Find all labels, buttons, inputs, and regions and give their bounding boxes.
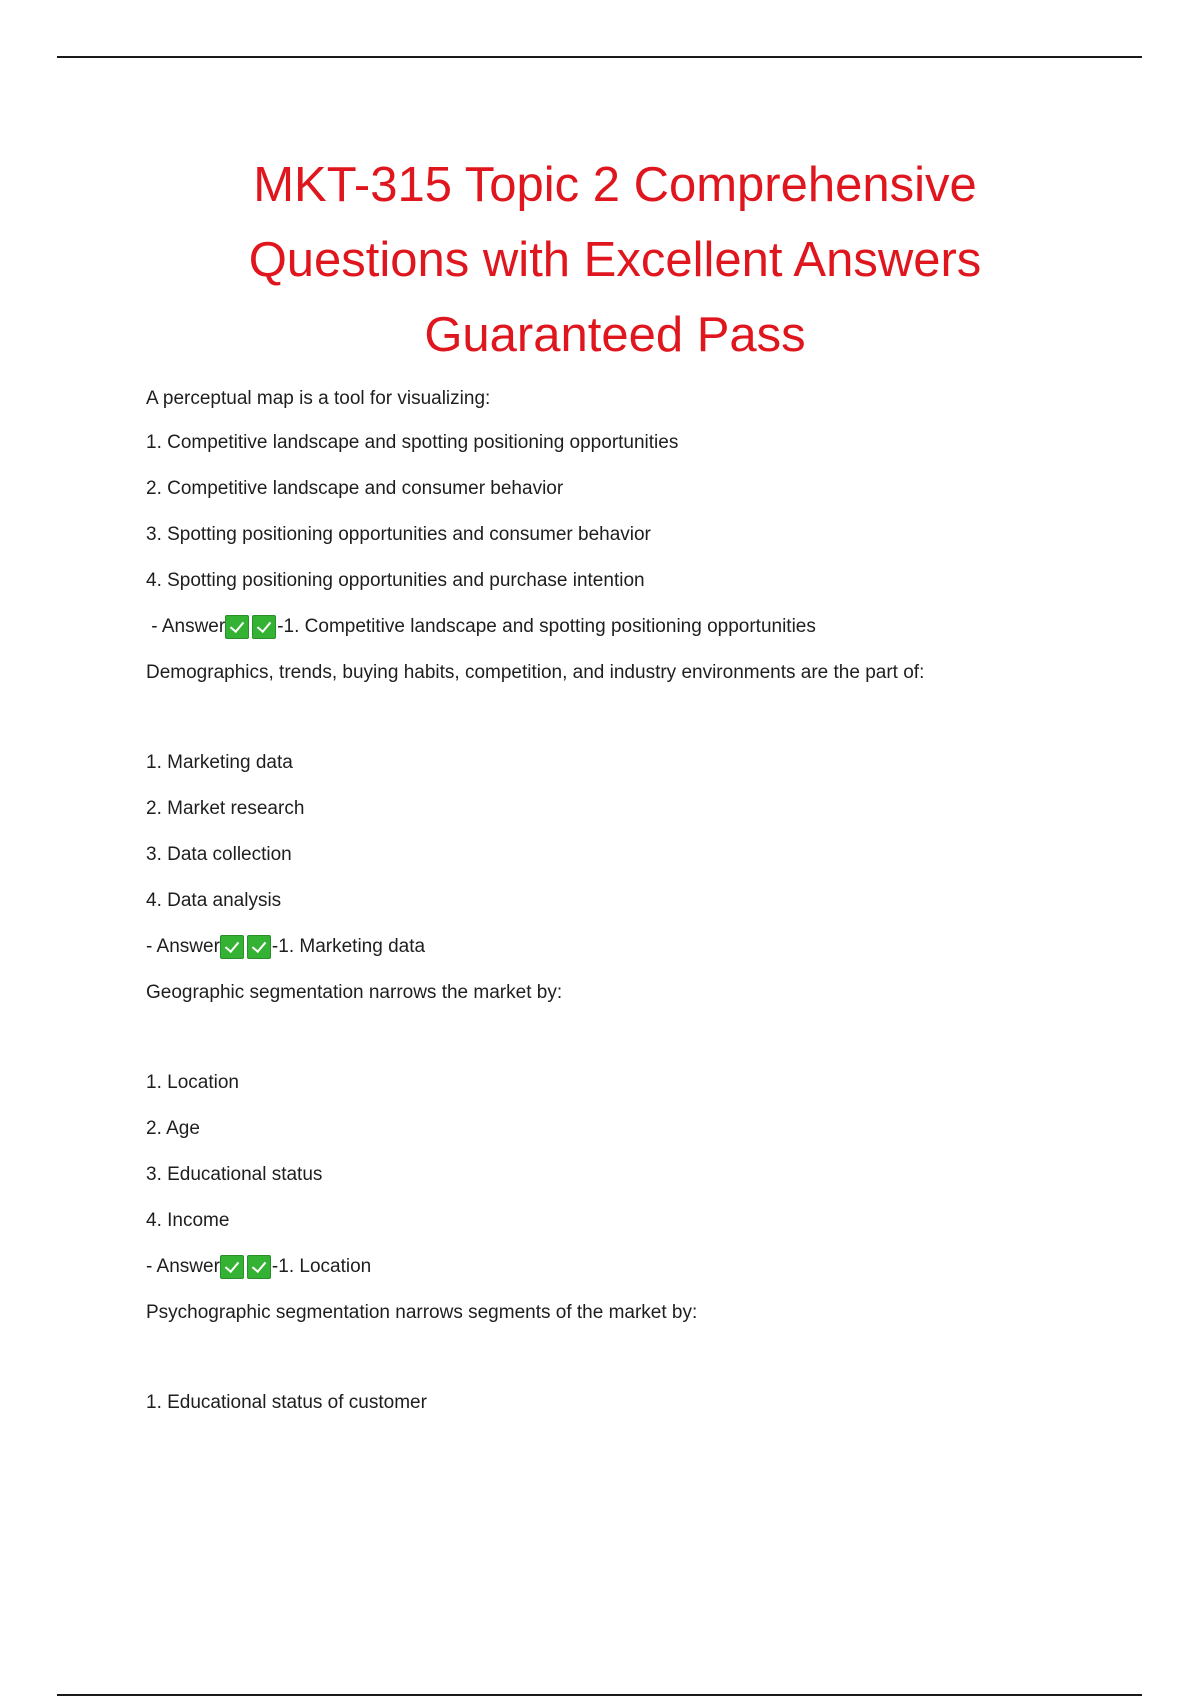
question-prompt: Geographic segmentation narrows the market by: (146, 982, 563, 1003)
question-option: 1. Educational status of customer (146, 1392, 427, 1413)
answer-prefix: - Answer (146, 1256, 220, 1277)
questions-body (146, 384, 1106, 1434)
question-prompt: A perceptual map is a tool for visualizing: (146, 388, 491, 409)
check-mark-icon (220, 935, 244, 959)
check-mark-icon (247, 935, 271, 959)
question-option: 4. Income (146, 1210, 230, 1231)
question-prompt: Psychographic segmentation narrows segments of the market by: (146, 1302, 698, 1323)
question-option: 2. Market research (146, 798, 305, 819)
answer-prefix: - Answer (146, 936, 220, 957)
question-option: 1. Competitive landscape and spotting positioning opportunities (146, 432, 679, 453)
question-prompt: Demographics, trends, buying habits, competition, and industry environments are the part of: (146, 662, 925, 683)
check-mark-icon (247, 1255, 271, 1279)
question-option: 1. Location (146, 1072, 239, 1093)
answer-text: -1. Competitive landscape and spotting positioning opportunities (277, 616, 816, 637)
question-option: 1. Marketing data (146, 752, 293, 773)
question-option: 4. Data analysis (146, 890, 282, 911)
answer-line (146, 1252, 1106, 1298)
check-mark-icon (252, 615, 276, 639)
answer-prefix: - Answer (146, 616, 226, 637)
check-mark-icon (220, 1255, 244, 1279)
question-option: 2. Competitive landscape and consumer behavior (146, 478, 564, 499)
document-title: MKT-315 Topic 2 Comprehensive Questions with Excellent Answers Guaranteed Pass (248, 158, 982, 362)
answer-line (146, 932, 1106, 978)
answer-line (146, 612, 1106, 658)
question-option: 2. Age (146, 1118, 200, 1139)
question-option: 3. Spotting positioning opportunities and consumer behavior (146, 524, 651, 545)
question-option: 4. Spotting positioning opportunities and purchase intention (146, 570, 645, 591)
top-rule (57, 56, 1142, 58)
answer-text: -1. Location (271, 1256, 372, 1277)
bottom-rule (57, 1694, 1142, 1696)
question-option: 3. Data collection (146, 844, 292, 865)
check-mark-icon (225, 615, 249, 639)
answer-text: -1. Marketing data (271, 936, 426, 957)
question-option: 3. Educational status (146, 1164, 323, 1185)
